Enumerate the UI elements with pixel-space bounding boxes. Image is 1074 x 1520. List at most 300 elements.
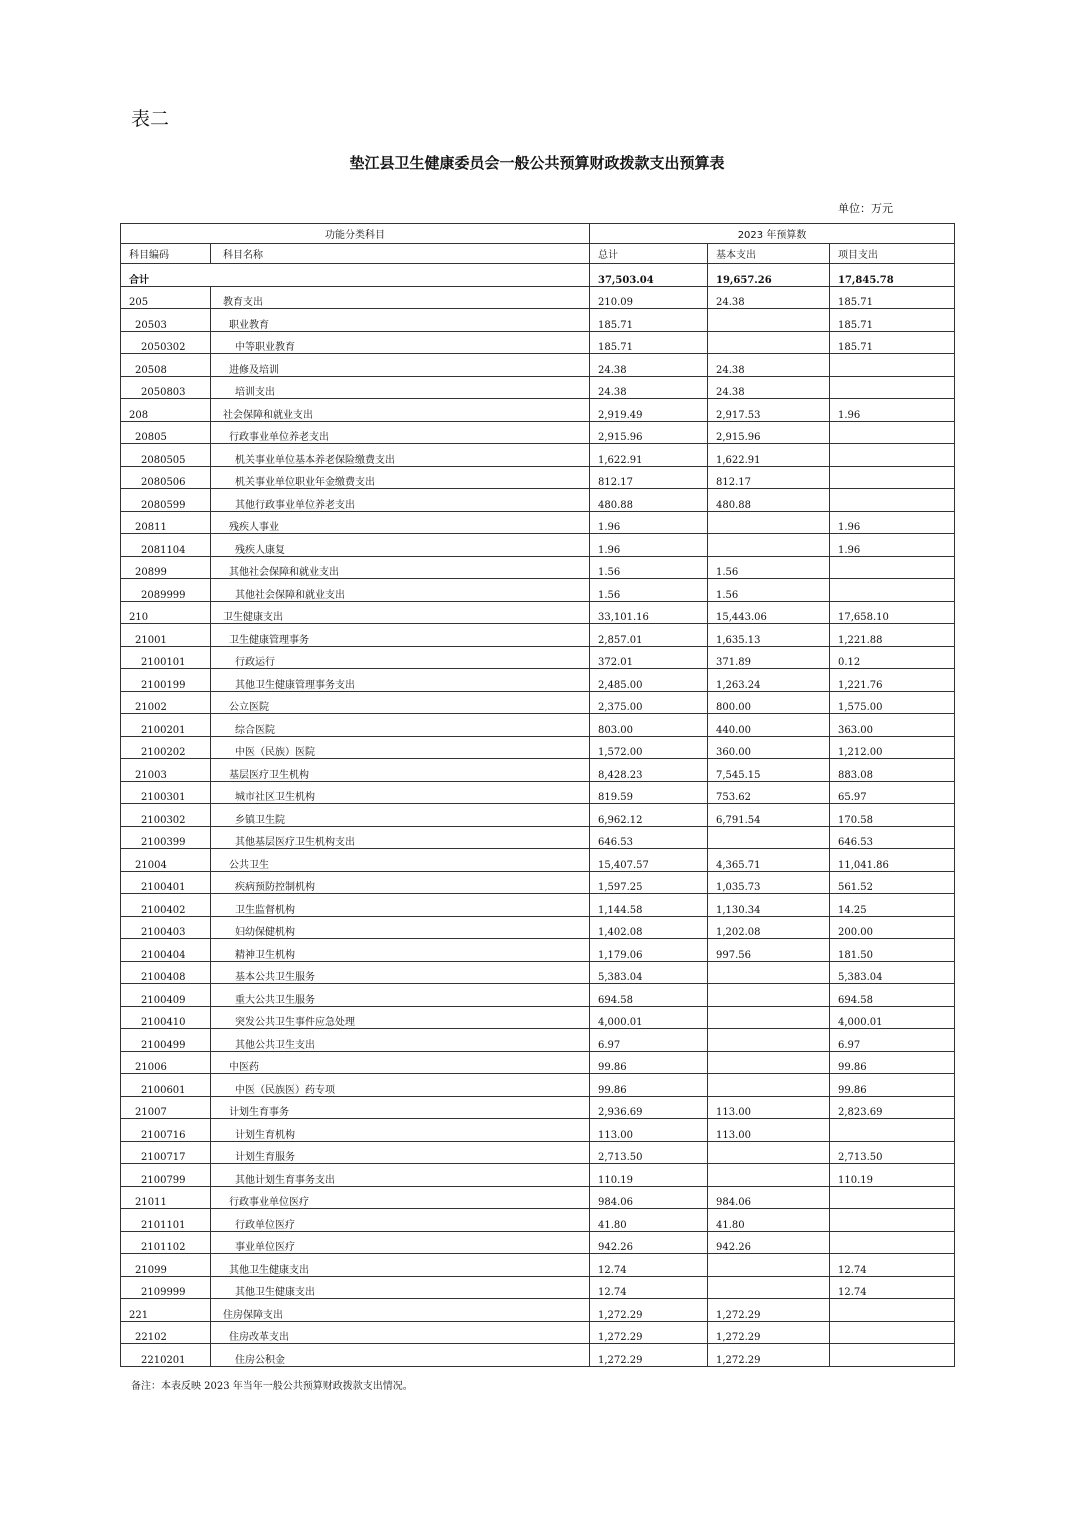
row-project — [830, 1231, 955, 1254]
row-name: 事业单位医疗 — [211, 1231, 590, 1254]
row-name: 中医（民族医）药专项 — [211, 1074, 590, 1097]
row-basic: 2,917.53 — [708, 399, 830, 422]
table-row — [121, 804, 955, 827]
row-code: 20811 — [121, 511, 211, 534]
row-project — [830, 556, 955, 579]
table-row — [121, 309, 955, 332]
row-name: 其他卫生健康管理事务支出 — [211, 669, 590, 692]
table-row — [121, 714, 955, 737]
row-project: 2,823.69 — [830, 1096, 955, 1119]
row-code: 210 — [121, 601, 211, 624]
row-basic: 1,635.13 — [708, 624, 830, 647]
row-basic: 24.38 — [708, 354, 830, 377]
row-basic — [708, 511, 830, 534]
row-total: 15,407.57 — [590, 849, 708, 872]
row-name: 卫生监督机构 — [211, 894, 590, 917]
row-project: 1,221.88 — [830, 624, 955, 647]
row-total: 2,485.00 — [590, 669, 708, 692]
row-name: 中等职业教育 — [211, 331, 590, 354]
row-code: 21004 — [121, 849, 211, 872]
row-basic: 1,035.73 — [708, 871, 830, 894]
table-row — [121, 1299, 955, 1322]
row-total: 984.06 — [590, 1186, 708, 1209]
row-code: 20508 — [121, 354, 211, 377]
table-row — [121, 961, 955, 984]
row-code: 2050803 — [121, 376, 211, 399]
row-project: 65.97 — [830, 781, 955, 804]
table-row — [121, 1164, 955, 1187]
header-code: 科目编码 — [121, 244, 211, 264]
table-row — [121, 939, 955, 962]
row-basic — [708, 826, 830, 849]
row-basic: 24.38 — [708, 376, 830, 399]
unit-label: 单位：万元 — [838, 202, 893, 215]
row-basic: 942.26 — [708, 1231, 830, 1254]
row-total: 12.74 — [590, 1254, 708, 1277]
row-project — [830, 421, 955, 444]
header-columns-row — [121, 244, 955, 264]
row-basic: 1,272.29 — [708, 1299, 830, 1322]
row-code: 2100401 — [121, 871, 211, 894]
row-project: 1,221.76 — [830, 669, 955, 692]
table-row — [121, 354, 955, 377]
row-code: 2100302 — [121, 804, 211, 827]
row-code: 21002 — [121, 691, 211, 714]
row-basic — [708, 1276, 830, 1299]
row-name: 卫生健康支出 — [211, 601, 590, 624]
row-project — [830, 466, 955, 489]
row-project: 1.96 — [830, 534, 955, 557]
row-name: 教育支出 — [211, 286, 590, 309]
row-basic: 15,443.06 — [708, 601, 830, 624]
row-name: 行政事业单位养老支出 — [211, 421, 590, 444]
row-total: 646.53 — [590, 826, 708, 849]
row-name: 其他行政事业单位养老支出 — [211, 489, 590, 512]
row-name: 乡镇卫生院 — [211, 804, 590, 827]
total-row — [121, 264, 955, 287]
row-total: 8,428.23 — [590, 759, 708, 782]
row-basic: 360.00 — [708, 736, 830, 759]
row-project — [830, 376, 955, 399]
row-project: 14.25 — [830, 894, 955, 917]
row-code: 2100408 — [121, 961, 211, 984]
table-row — [121, 736, 955, 759]
row-total: 1,179.06 — [590, 939, 708, 962]
table-row — [121, 331, 955, 354]
row-basic — [708, 1141, 830, 1164]
row-name: 培训支出 — [211, 376, 590, 399]
table-row — [121, 1321, 955, 1344]
row-total: 1.96 — [590, 534, 708, 557]
document-title: 垫江县卫生健康委员会一般公共预算财政拨款支出预算表 — [349, 154, 725, 172]
row-name: 住房公积金 — [211, 1344, 590, 1367]
row-code: 20805 — [121, 421, 211, 444]
table-row — [121, 1096, 955, 1119]
row-project: 1.96 — [830, 399, 955, 422]
row-basic: 41.80 — [708, 1209, 830, 1232]
row-basic: 113.00 — [708, 1119, 830, 1142]
row-code: 21006 — [121, 1051, 211, 1074]
row-total: 1,272.29 — [590, 1344, 708, 1367]
row-total: 1,402.08 — [590, 916, 708, 939]
row-total: 2,915.96 — [590, 421, 708, 444]
row-basic — [708, 331, 830, 354]
budget-table — [120, 223, 955, 1367]
row-code: 2089999 — [121, 579, 211, 602]
row-project: 1,212.00 — [830, 736, 955, 759]
table-row — [121, 646, 955, 669]
total-basic: 19,657.26 — [708, 264, 830, 287]
row-project: 363.00 — [830, 714, 955, 737]
row-basic: 1,130.34 — [708, 894, 830, 917]
row-name: 住房保障支出 — [211, 1299, 590, 1322]
row-basic: 997.56 — [708, 939, 830, 962]
row-total: 803.00 — [590, 714, 708, 737]
row-project: 883.08 — [830, 759, 955, 782]
row-total: 5,383.04 — [590, 961, 708, 984]
row-basic — [708, 534, 830, 557]
row-code: 2100403 — [121, 916, 211, 939]
table-row — [121, 1254, 955, 1277]
table-row — [121, 691, 955, 714]
row-code: 2101101 — [121, 1209, 211, 1232]
row-project: 17,658.10 — [830, 601, 955, 624]
row-code: 2100409 — [121, 984, 211, 1007]
row-total: 4,000.01 — [590, 1006, 708, 1029]
table-row — [121, 534, 955, 557]
row-total: 33,101.16 — [590, 601, 708, 624]
row-total: 110.19 — [590, 1164, 708, 1187]
row-code: 2100601 — [121, 1074, 211, 1097]
row-total: 1,272.29 — [590, 1321, 708, 1344]
table-row — [121, 556, 955, 579]
row-project: 99.86 — [830, 1051, 955, 1074]
row-total: 24.38 — [590, 376, 708, 399]
row-name: 计划生育事务 — [211, 1096, 590, 1119]
row-code: 2080599 — [121, 489, 211, 512]
header-project: 项目支出 — [830, 244, 955, 264]
row-code: 208 — [121, 399, 211, 422]
table-row — [121, 579, 955, 602]
row-project — [830, 1299, 955, 1322]
row-basic: 24.38 — [708, 286, 830, 309]
row-code: 2100399 — [121, 826, 211, 849]
row-total: 99.86 — [590, 1051, 708, 1074]
row-total: 1,572.00 — [590, 736, 708, 759]
row-total: 113.00 — [590, 1119, 708, 1142]
row-basic: 1.56 — [708, 556, 830, 579]
row-basic — [708, 1029, 830, 1052]
row-project: 12.74 — [830, 1254, 955, 1277]
row-total: 480.88 — [590, 489, 708, 512]
row-project: 200.00 — [830, 916, 955, 939]
row-name: 其他卫生健康支出 — [211, 1254, 590, 1277]
row-name: 残疾人康复 — [211, 534, 590, 557]
row-basic: 984.06 — [708, 1186, 830, 1209]
row-code: 2081104 — [121, 534, 211, 557]
total-project: 17,845.78 — [830, 264, 955, 287]
row-name: 计划生育服务 — [211, 1141, 590, 1164]
row-basic: 371.89 — [708, 646, 830, 669]
row-total: 2,919.49 — [590, 399, 708, 422]
row-name: 职业教育 — [211, 309, 590, 332]
table-row — [121, 421, 955, 444]
row-project: 6.97 — [830, 1029, 955, 1052]
row-total: 185.71 — [590, 331, 708, 354]
row-code: 2101102 — [121, 1231, 211, 1254]
table-row — [121, 1141, 955, 1164]
row-basic — [708, 1006, 830, 1029]
row-basic: 1,272.29 — [708, 1344, 830, 1367]
row-name: 基层医疗卫生机构 — [211, 759, 590, 782]
row-basic: 1,272.29 — [708, 1321, 830, 1344]
row-project — [830, 444, 955, 467]
header-group-row — [121, 224, 955, 244]
row-name: 卫生健康管理事务 — [211, 624, 590, 647]
row-name: 基本公共卫生服务 — [211, 961, 590, 984]
table-row — [121, 1119, 955, 1142]
row-total: 6,962.12 — [590, 804, 708, 827]
row-project — [830, 354, 955, 377]
table-row — [121, 444, 955, 467]
row-project — [830, 489, 955, 512]
row-basic — [708, 309, 830, 332]
row-total: 185.71 — [590, 309, 708, 332]
row-total: 41.80 — [590, 1209, 708, 1232]
table-row — [121, 1231, 955, 1254]
table-row — [121, 466, 955, 489]
row-project — [830, 1119, 955, 1142]
row-basic: 1,202.08 — [708, 916, 830, 939]
row-code: 21007 — [121, 1096, 211, 1119]
row-project — [830, 1321, 955, 1344]
row-basic: 812.17 — [708, 466, 830, 489]
row-project — [830, 1186, 955, 1209]
row-basic — [708, 1074, 830, 1097]
row-total: 372.01 — [590, 646, 708, 669]
row-project: 5,383.04 — [830, 961, 955, 984]
row-total: 2,936.69 — [590, 1096, 708, 1119]
row-total: 2,713.50 — [590, 1141, 708, 1164]
row-total: 210.09 — [590, 286, 708, 309]
table-row — [121, 781, 955, 804]
row-total: 819.59 — [590, 781, 708, 804]
row-code: 21011 — [121, 1186, 211, 1209]
row-name: 突发公共卫生事件应急处理 — [211, 1006, 590, 1029]
row-project: 694.58 — [830, 984, 955, 1007]
row-code: 2210201 — [121, 1344, 211, 1367]
row-total: 2,857.01 — [590, 624, 708, 647]
row-name: 重大公共卫生服务 — [211, 984, 590, 1007]
row-code: 21099 — [121, 1254, 211, 1277]
row-project: 110.19 — [830, 1164, 955, 1187]
table-row — [121, 624, 955, 647]
row-name: 公共卫生 — [211, 849, 590, 872]
row-code: 2100201 — [121, 714, 211, 737]
table-row — [121, 894, 955, 917]
row-project: 170.58 — [830, 804, 955, 827]
row-basic: 4,365.71 — [708, 849, 830, 872]
table-row — [121, 916, 955, 939]
row-project: 185.71 — [830, 286, 955, 309]
table-row — [121, 1029, 955, 1052]
row-basic — [708, 1051, 830, 1074]
row-name: 疾病预防控制机构 — [211, 871, 590, 894]
row-name: 社会保障和就业支出 — [211, 399, 590, 422]
table-row — [121, 759, 955, 782]
row-name: 行政事业单位医疗 — [211, 1186, 590, 1209]
row-name: 机关事业单位职业年金缴费支出 — [211, 466, 590, 489]
row-name: 计划生育机构 — [211, 1119, 590, 1142]
row-name: 行政运行 — [211, 646, 590, 669]
row-name: 其他公共卫生支出 — [211, 1029, 590, 1052]
row-total: 99.86 — [590, 1074, 708, 1097]
row-project — [830, 579, 955, 602]
row-name: 中医药 — [211, 1051, 590, 1074]
row-code: 2100499 — [121, 1029, 211, 1052]
row-code: 2100202 — [121, 736, 211, 759]
table-row — [121, 1074, 955, 1097]
row-project — [830, 1209, 955, 1232]
row-basic — [708, 1164, 830, 1187]
row-basic — [708, 961, 830, 984]
row-basic: 2,915.96 — [708, 421, 830, 444]
row-code: 2100717 — [121, 1141, 211, 1164]
table-row — [121, 1209, 955, 1232]
row-total: 694.58 — [590, 984, 708, 1007]
table-row — [121, 1051, 955, 1074]
table-row — [121, 286, 955, 309]
header-total: 总计 — [590, 244, 708, 264]
row-project: 99.86 — [830, 1074, 955, 1097]
row-basic: 800.00 — [708, 691, 830, 714]
row-code: 2050302 — [121, 331, 211, 354]
row-code: 21003 — [121, 759, 211, 782]
table-row — [121, 1006, 955, 1029]
row-project: 646.53 — [830, 826, 955, 849]
header-budget-2023: 2023 年预算数 — [590, 224, 955, 244]
row-basic: 1.56 — [708, 579, 830, 602]
row-code: 2100410 — [121, 1006, 211, 1029]
header-name: 科目名称 — [211, 244, 590, 264]
row-project: 2,713.50 — [830, 1141, 955, 1164]
row-code: 2100101 — [121, 646, 211, 669]
row-project: 185.71 — [830, 309, 955, 332]
row-name: 其他基层医疗卫生机构支出 — [211, 826, 590, 849]
row-name: 综合医院 — [211, 714, 590, 737]
row-basic: 440.00 — [708, 714, 830, 737]
row-name: 其他社会保障和就业支出 — [211, 556, 590, 579]
row-name: 精神卫生机构 — [211, 939, 590, 962]
row-name: 中医（民族）医院 — [211, 736, 590, 759]
table-label: 表二 — [131, 108, 170, 130]
row-basic: 6,791.54 — [708, 804, 830, 827]
table-row — [121, 511, 955, 534]
row-code: 2100799 — [121, 1164, 211, 1187]
row-project: 181.50 — [830, 939, 955, 962]
row-basic — [708, 1254, 830, 1277]
row-code: 2080506 — [121, 466, 211, 489]
row-total: 24.38 — [590, 354, 708, 377]
row-name: 住房改革支出 — [211, 1321, 590, 1344]
row-basic: 1,622.91 — [708, 444, 830, 467]
row-name: 城市社区卫生机构 — [211, 781, 590, 804]
row-total: 1,597.25 — [590, 871, 708, 894]
row-code: 2100402 — [121, 894, 211, 917]
table-row — [121, 669, 955, 692]
row-name: 残疾人事业 — [211, 511, 590, 534]
row-name: 其他卫生健康支出 — [211, 1276, 590, 1299]
row-project: 561.52 — [830, 871, 955, 894]
row-project: 1.96 — [830, 511, 955, 534]
table-row — [121, 376, 955, 399]
table-row — [121, 1186, 955, 1209]
table-row — [121, 489, 955, 512]
table-row — [121, 871, 955, 894]
row-code: 22102 — [121, 1321, 211, 1344]
row-basic — [708, 984, 830, 1007]
row-code: 20503 — [121, 309, 211, 332]
row-project: 0.12 — [830, 646, 955, 669]
row-code: 2100301 — [121, 781, 211, 804]
row-total: 1,622.91 — [590, 444, 708, 467]
row-project: 1,575.00 — [830, 691, 955, 714]
row-total: 812.17 — [590, 466, 708, 489]
row-name: 进修及培训 — [211, 354, 590, 377]
footnote: 备注：本表反映 2023 年当年一般公共预算财政拨款支出情况。 — [131, 1381, 413, 1392]
header-function-category: 功能分类科目 — [121, 224, 590, 244]
row-name: 行政单位医疗 — [211, 1209, 590, 1232]
table-row — [121, 399, 955, 422]
header-basic: 基本支出 — [708, 244, 830, 264]
row-total: 1.56 — [590, 556, 708, 579]
row-total: 1,144.58 — [590, 894, 708, 917]
table-row — [121, 1344, 955, 1367]
table-row — [121, 1276, 955, 1299]
row-project: 11,041.86 — [830, 849, 955, 872]
total-sum: 37,503.04 — [590, 264, 708, 287]
row-basic: 113.00 — [708, 1096, 830, 1119]
row-code: 2100404 — [121, 939, 211, 962]
row-basic: 753.62 — [708, 781, 830, 804]
row-code: 20899 — [121, 556, 211, 579]
row-code: 221 — [121, 1299, 211, 1322]
row-basic: 1,263.24 — [708, 669, 830, 692]
row-code: 205 — [121, 286, 211, 309]
row-total: 2,375.00 — [590, 691, 708, 714]
row-total: 6.97 — [590, 1029, 708, 1052]
row-name: 妇幼保健机构 — [211, 916, 590, 939]
row-basic: 480.88 — [708, 489, 830, 512]
row-name: 公立医院 — [211, 691, 590, 714]
row-code: 2100716 — [121, 1119, 211, 1142]
row-name: 其他计划生育事务支出 — [211, 1164, 590, 1187]
row-total: 942.26 — [590, 1231, 708, 1254]
row-code: 2080505 — [121, 444, 211, 467]
row-name: 其他社会保障和就业支出 — [211, 579, 590, 602]
table-row — [121, 601, 955, 624]
total-label: 合计 — [121, 264, 590, 287]
row-total: 1,272.29 — [590, 1299, 708, 1322]
row-total: 1.56 — [590, 579, 708, 602]
table-row — [121, 984, 955, 1007]
row-total: 12.74 — [590, 1276, 708, 1299]
row-basic: 7,545.15 — [708, 759, 830, 782]
row-project: 4,000.01 — [830, 1006, 955, 1029]
row-name: 机关事业单位基本养老保险缴费支出 — [211, 444, 590, 467]
row-code: 2100199 — [121, 669, 211, 692]
row-code: 21001 — [121, 624, 211, 647]
